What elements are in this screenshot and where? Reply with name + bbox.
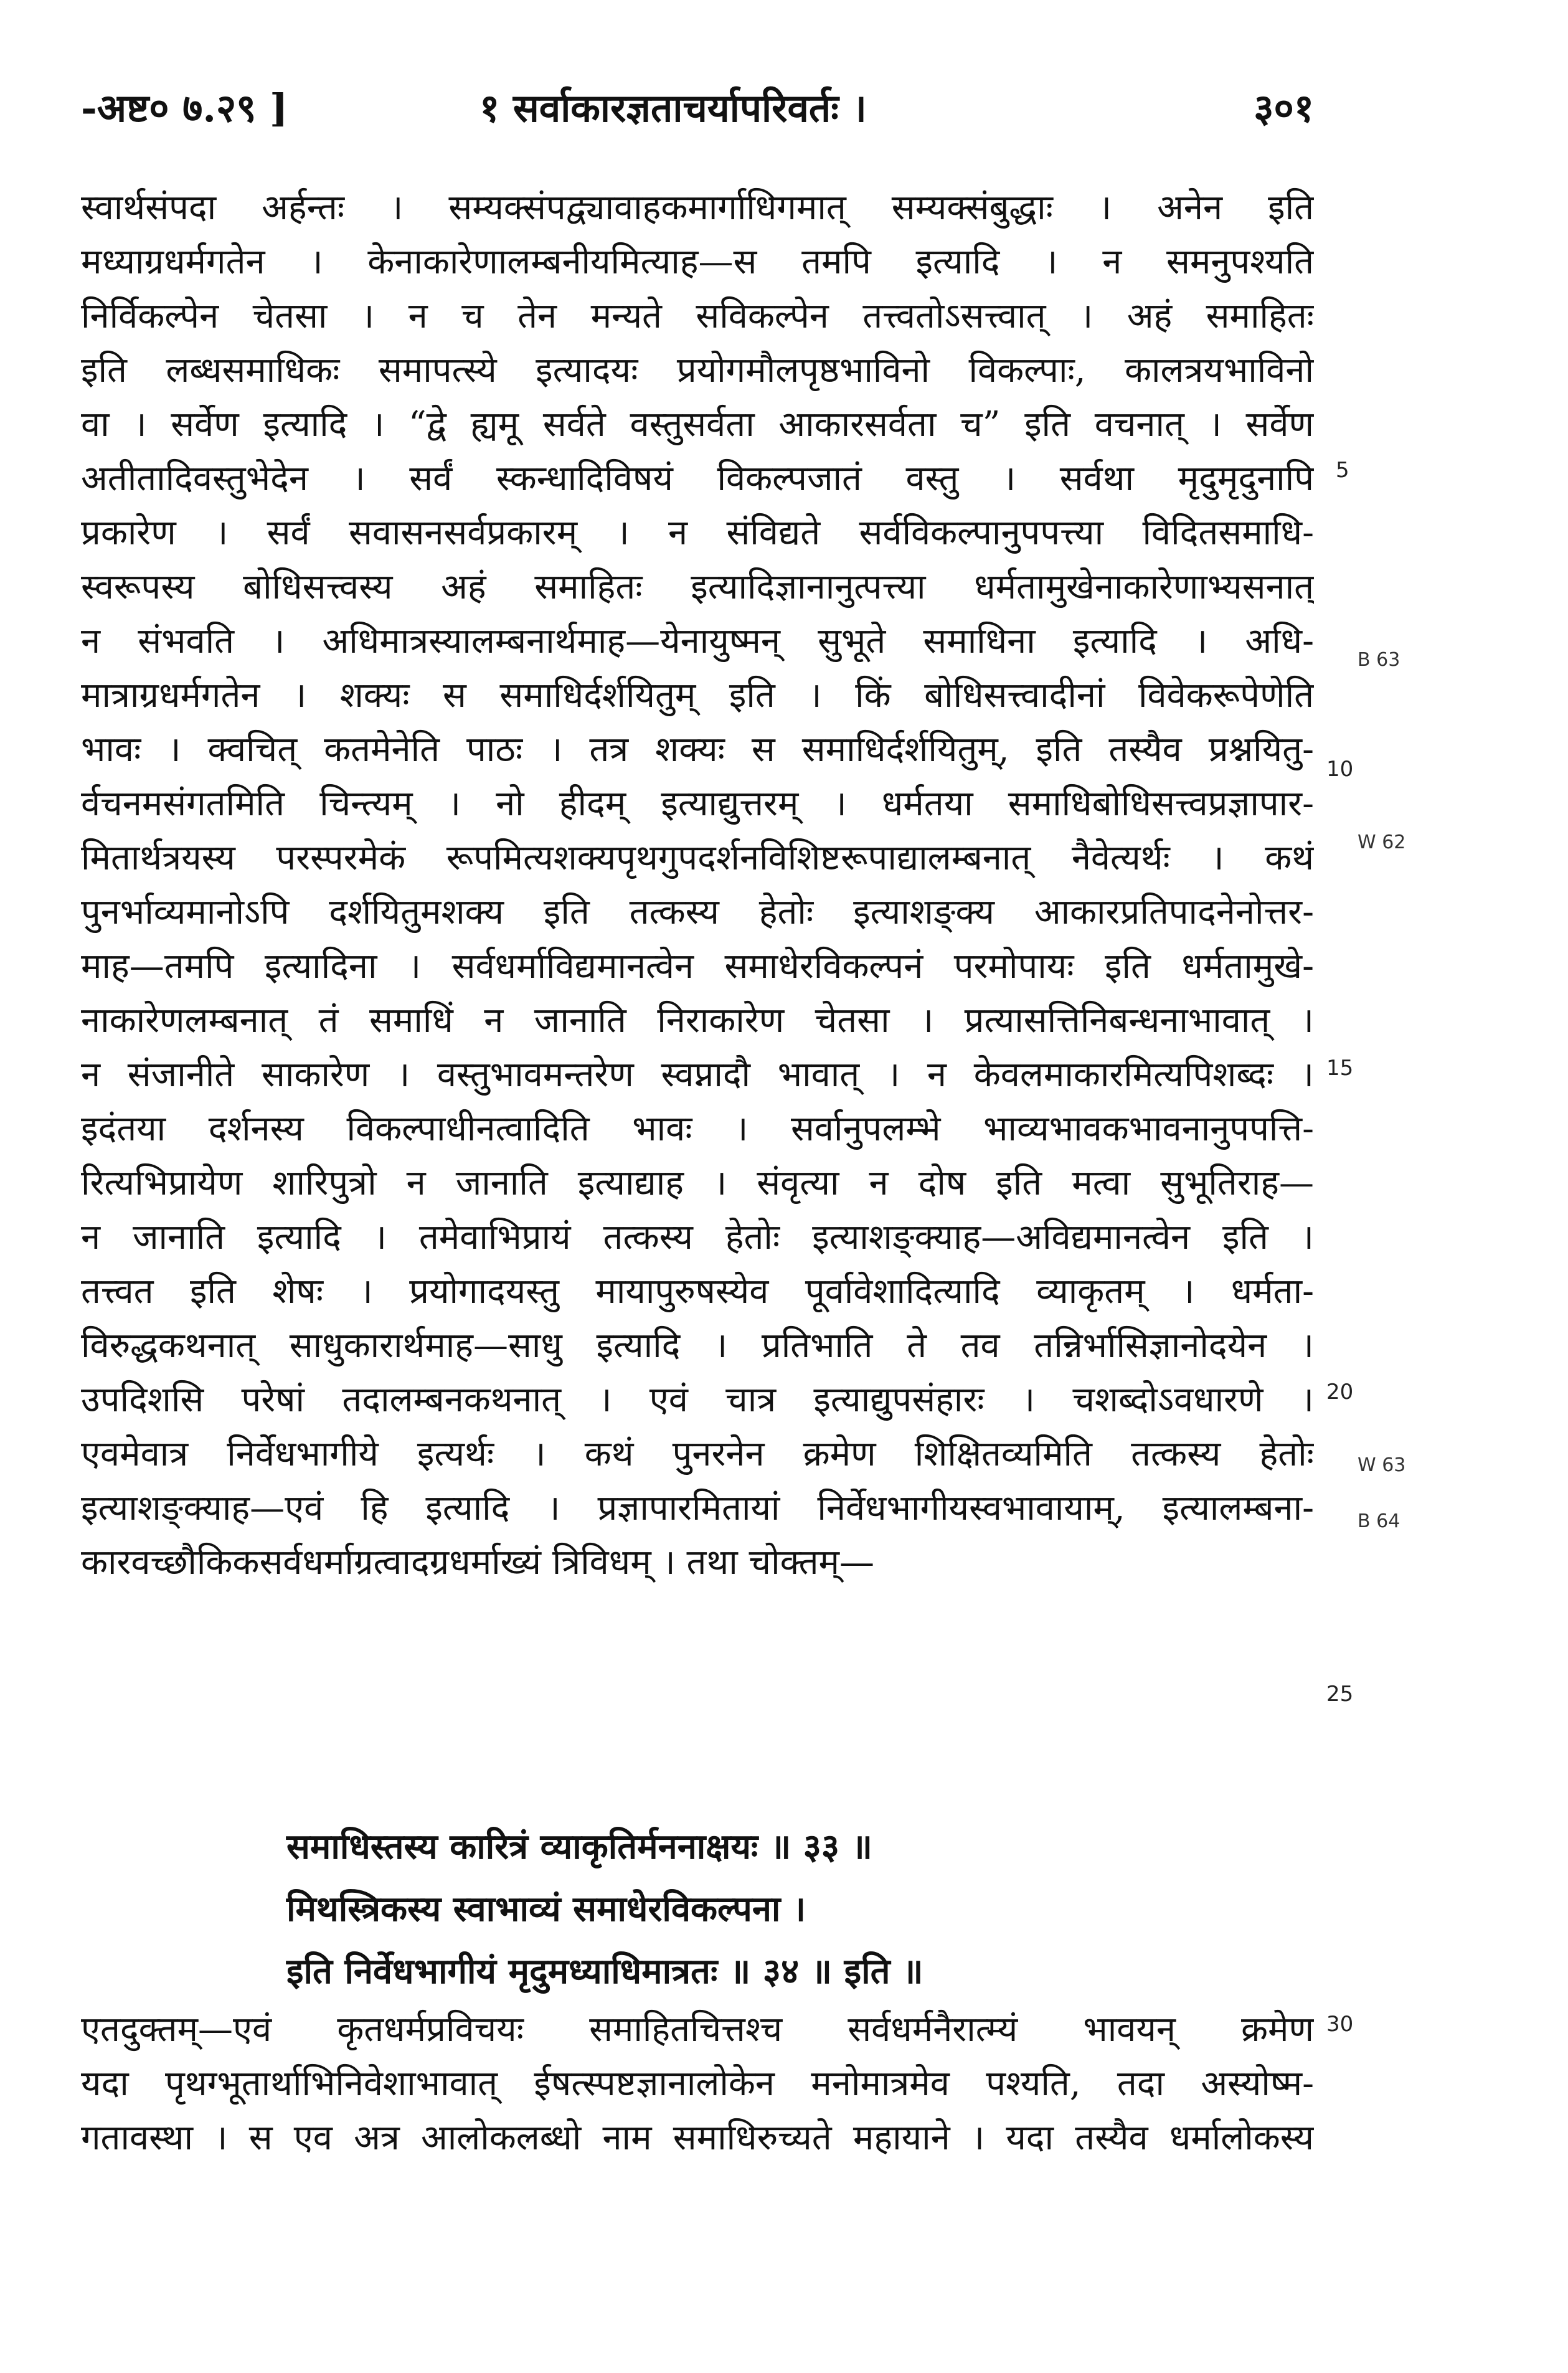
text-line: उपदिशसि परेषां तदालम्बनकथनात् । एवं चात्र इत्याद्युपसंहारः । चशब्दोऽवधारणे ।	[81, 1380, 1314, 1420]
closing-paragraph	[81, 2002, 1314, 2165]
margin-reference: B 64	[1358, 1510, 1400, 1532]
chapter-title: १ सर्वाकारज्ञताचर्यापरिवर्तः ।	[479, 85, 867, 131]
text-line: न जानाति इत्यादि । तमेवाभिप्रायं तत्कस्य हेतोः इत्याशङ्क्याह—अविद्यमानत्वेन इति ।	[81, 1217, 1314, 1258]
line-number: 20	[1326, 1380, 1354, 1404]
text-line: माह—तमपि इत्यादिना । सर्वधर्माविद्यमानत्वेन समाधेरविकल्पनं परमोपायः इति धर्मतामुखे-	[81, 946, 1314, 987]
text-line: र्वचनमसंगतमिति चिन्त्यम् । नो हीदम् इत्याद्युत्तरम् । धर्मतया समाधिबोधिसत्त्वप्रज्ञापार-	[81, 784, 1314, 824]
text-line: स्वार्थसंपदा अर्हन्तः । सम्यक्संपद्व्यावाहकमार्गाधिगमात् सम्यक्संबुद्धाः । अनेन इति	[81, 187, 1314, 228]
text-line: न संभवति । अधिमात्रस्यालम्बनार्थमाह—येनायुष्मन् सुभूते समाधिना इत्यादि । अधि-	[81, 621, 1314, 661]
section-reference: -अष्ट० ७.२९ ]	[81, 85, 288, 131]
text-line: गतावस्था । स एव अत्र आलोकलब्धो नाम समाधिरुच्यते महायाने । यदा तस्यैव धर्मालोकस्य	[81, 2118, 1314, 2158]
verse-line: मिथस्त्रिकस्य स्वाभाव्यं समाधेरविकल्पना ।	[286, 1888, 806, 1930]
commentary-text	[81, 181, 1314, 1589]
text-line: अतीतादिवस्तुभेदेन । सर्वं स्कन्धादिविषयं विकल्पजातं वस्तु । सर्वथा मृदुमृदुनापि	[81, 458, 1314, 499]
line-number: 30	[1326, 2012, 1354, 2037]
text-line: तत्त्वत इति शेषः । प्रयोगादयस्तु मायापुरुषस्येव पूर्वावेशादित्यादि व्याकृतम् । धर्मता-	[81, 1271, 1314, 1312]
text-line: वा । सर्वेण इत्यादि । “द्वे ह्यमू सर्वते वस्तुसर्वता आकारसर्वता च” इति वचनात् । सर्वेण	[81, 404, 1314, 445]
verse-line: इति निर्वेधभागीयं मृदुमध्याधिमात्रतः ॥ ३४ ॥ इति ॥	[286, 1951, 923, 1992]
text-line: मात्राग्रधर्मगतेन । शक्यः स समाधिर्दर्शयितुम् इति । किं बोधिसत्त्वादीनां विवेकरूपेणेति	[81, 675, 1314, 716]
text-line: नाकारेणलम्बनात् तं समाधिं न जानाति निराकारेण चेतसा । प्रत्यासत्तिनिबन्धनाभावात् ।	[81, 1000, 1314, 1041]
margin-reference: B 63	[1358, 649, 1400, 671]
text-line: रित्यभिप्रायेण शारिपुत्रो न जानाति इत्याद्याह । संवृत्या न दोष इति मत्वा सुभूतिराह—	[81, 1163, 1314, 1203]
text-line: यदा पृथग्भूतार्थाभिनिवेशाभावात् ईषत्स्पष्टज्ञानालोकेन मनोमात्रमेव पश्यति, तदा अस्योष्म-	[81, 2063, 1314, 2104]
line-number: 15	[1326, 1056, 1354, 1081]
text-line: स्वरूपस्य बोधिसत्त्वस्य अहं समाहितः इत्यादिज्ञानानुत्पत्त्या धर्मतामुखेनाकारेणाभ्यसनात्	[81, 567, 1314, 607]
text-line: मध्याग्रधर्मगतेन । केनाकारेणालम्बनीयमित्याह—स तमपि इत्यादि । न समनुपश्यति	[81, 242, 1314, 282]
text-line: प्रकारेण । सर्वं सवासनसर्वप्रकारम् । न संविद्यते सर्वविकल्पानुपपत्त्या विदितसमाधि-	[81, 513, 1314, 553]
text-line: एतदुक्तम्—एवं कृतधर्मप्रविचयः समाहितचित्तश्च सर्वधर्मनैरात्म्यं भावयन् क्रमेण	[81, 2009, 1314, 2050]
text-line: इत्याशङ्क्याह—एवं हि इत्यादि । प्रज्ञापारमितायां निर्वेधभागीयस्वभावायाम्, इत्यालम्बना-	[81, 1488, 1314, 1528]
line-number: 25	[1326, 1682, 1354, 1707]
text-line: भावः । क्वचित् कतमेनेति पाठः । तत्र शक्यः स समाधिर्दर्शयितुम्, इति तस्यैव प्रश्नयितु-	[81, 729, 1314, 770]
verse-block	[286, 1816, 1158, 2002]
text-line: निर्विकल्पेन चेतसा । न च तेन मन्यते सविकल्पेन तत्त्वतोऽसत्त्वात् । अहं समाहितः	[81, 296, 1314, 336]
text-line: इदंतया दर्शनस्य विकल्पाधीनत्वादिति भावः । सर्वानुपलम्भे भाव्यभावकभावनानुपपत्ति-	[81, 1109, 1314, 1149]
line-number: 10	[1326, 757, 1354, 782]
text-line: विरुद्धकथनात् साधुकारार्थमाह—साधु इत्यादि । प्रतिभाति ते तव तन्निर्भासिज्ञानोदयेन ।	[81, 1325, 1314, 1366]
running-header	[81, 81, 1314, 149]
text-line: मितार्थत्रयस्य परस्परमेकं रूपमित्यशक्यपृथगुपदर्शनविशिष्टरूपाद्यालम्बनात् नैवेत्यर्थः । कथं	[81, 838, 1314, 878]
page-number: ३०१	[1254, 85, 1314, 131]
margin-reference: W 62	[1358, 831, 1406, 853]
text-line: पुनर्भाव्यमानोऽपि दर्शयितुमशक्य इति तत्कस्य हेतोः इत्याशङ्क्य आकारप्रतिपादनेनोत्तर-	[81, 892, 1314, 932]
line-number: 5	[1336, 458, 1349, 483]
text-line: एवमेवात्र निर्वेधभागीये इत्यर्थः । कथं पुनरनेन क्रमेण शिक्षितव्यमिति तत्कस्य हेतोः	[81, 1434, 1314, 1474]
text-line: कारवच्छौकिकसर्वधर्माग्रत्वादग्रधर्माख्यं त्रिविधम् । तथा चोक्तम्—	[81, 1542, 875, 1583]
margin-reference: W 63	[1358, 1454, 1406, 1476]
text-line: इति लब्धसमाधिकः समापत्स्ये इत्यादयः प्रयोगमौलपृष्ठभाविनो विकल्पाः, कालत्रयभाविनो	[81, 350, 1314, 391]
verse-line: समाधिस्तस्य कारित्रं व्याकृतिर्मननाक्षयः ॥ ३३ ॥	[286, 1826, 873, 1867]
text-line: न संजानीते साकारेण । वस्तुभावमन्तरेण स्वप्नादौ भावात् । न केवलमाकारमित्यपिशब्दः ।	[81, 1054, 1314, 1095]
